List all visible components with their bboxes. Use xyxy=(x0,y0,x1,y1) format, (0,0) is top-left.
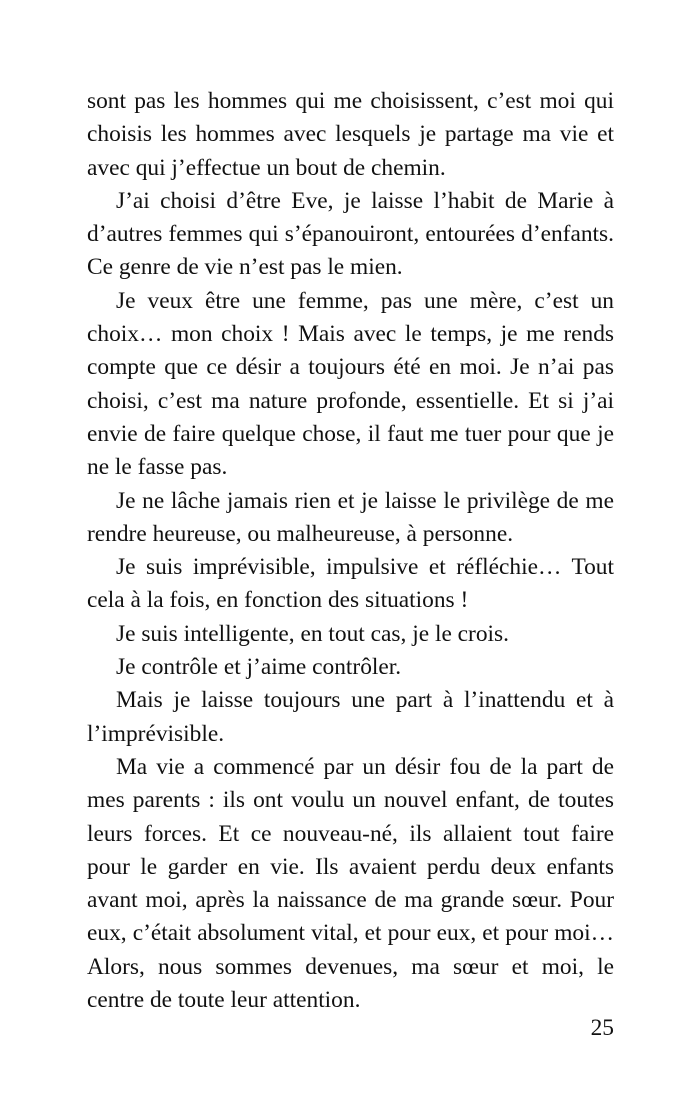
paragraph-3: Je veux être une femme, pas une mère, c’est un choix… mon choix ! Mais avec le temps, je me rends compte que ce désir a toujours été en moi. Je n’ai pas choisi, c’est ma nature profonde, essentielle. Et si j’ai envie de faire quelque chose, il faut me tuer pour que je ne le fasse pas. xyxy=(87,287,614,481)
paragraph-6: Je suis intelligente, en tout cas, je le crois. xyxy=(116,620,509,647)
paragraph-1: sont pas les hommes qui me choisissent, c’est moi qui choisis les hommes avec lesquels je partage ma vie et avec qui j’effectue un bout de chemin. xyxy=(87,88,614,181)
paragraph-9: Ma vie a commencé par un désir fou de la part de mes parents : ils ont voulu un nouvel enfant, de toutes leurs forces. Et ce nouveau-né, ils allaient tout faire pour le garder en vie. Ils avaient perdu deux enfants avant moi, après la naissance de ma grande sœur. Pour eux, c’était absolument vital, et pour eux, et pour moi… Alors, nous sommes devenues, ma sœur et moi, le centre de toute leur attention. xyxy=(87,753,614,1014)
paragraph-7: Je contrôle et j’aime contrôler. xyxy=(116,654,402,681)
page-body xyxy=(87,85,614,1017)
page-number: 25 xyxy=(590,1015,614,1041)
paragraph-5: Je suis imprévisible, impulsive et réfléchie… Tout cela à la fois, en fonction des situations ! xyxy=(87,554,614,614)
paragraph-4: Je ne lâche jamais rien et je laisse le privilège de me rendre heureuse, ou malheureuse, à personne. xyxy=(87,487,614,547)
paragraph-2: J’ai choisi d’être Eve, je laisse l’habit de Marie à d’autres femmes qui s’épanouiront, entourées d’enfants. Ce genre de vie n’est pas le mien. xyxy=(87,187,614,281)
paragraph-8: Mais je laisse toujours une part à l’inattendu et à l’imprévisible. xyxy=(87,687,614,747)
